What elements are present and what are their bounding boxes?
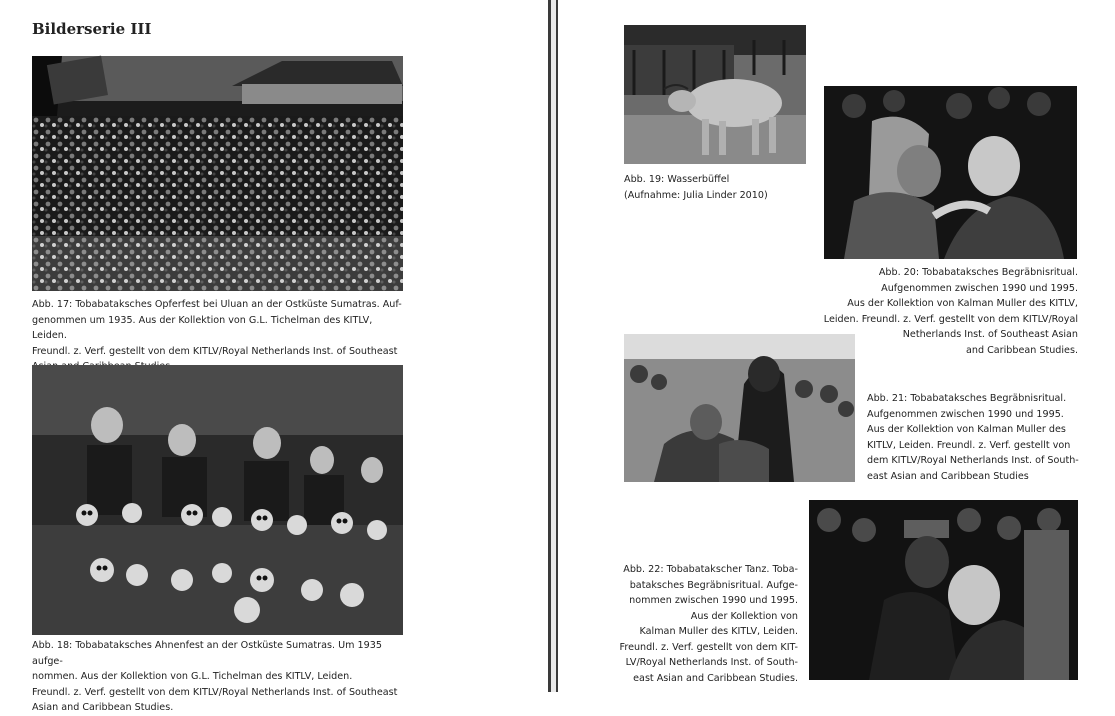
caption-fig18: Abb. 18: Tobabataksches Ahnenfest an der Ostküste Sumatras. Um 1935 aufge- nommen. Aus der Kollektion von G.L. Tichelman des KITLV, Leiden. Freundl. z. Verf. gestellt von dem KITLV/Royal Netherlands Inst. of Southeast Asian and Caribbean Studies. xyxy=(32,640,398,713)
photo-fig18-ancestral-feast xyxy=(32,365,403,635)
caption-fig17: Abb. 17: Tobabataksches Opferfest bei Uluan an der Ostküste Sumatras. Auf- genommen um 1935. Aus der Kollektion von G.L. Tichelman des KITLV, Leiden. Freundl. z. Verf. gestellt von dem KITLV/Royal Netherlands Inst. of Southeast xyxy=(32,299,402,357)
page-heading: Bilderserie III xyxy=(32,20,152,38)
photo-fig17-sacrificial-feast xyxy=(32,56,403,291)
left-page xyxy=(0,0,548,713)
photo-fig22-dance xyxy=(809,500,1078,680)
caption-fig19: Abb. 19: Wasserbüffel (Aufnahme: Julia Linder 2010) xyxy=(624,174,768,201)
right-page xyxy=(558,0,1115,692)
photo-fig21-funeral-ritual xyxy=(624,334,855,482)
caption-fig21: Abb. 21: Tobabataksches Begräbnisritual. Aufgenommen zwischen 1990 und 1995. Aus der Kollektion von Kalman Muller des KITLV, Leiden. Freundl. z. Verf. gestellt von dem KITLV/Royal Netherlands Inst. of South- east Asian and Caribbean Studies xyxy=(867,393,1079,482)
photo-fig19-water-buffalo xyxy=(624,25,806,164)
caption-fig20: Abb. 20: Tobabataksches Begräbnisritual. Aufgenommen zwischen 1990 und 1995. Aus der Kollektion von Kalman Muller des KITLV, Leiden. Freundl. z. Verf. gestellt von dem KITLV/Royal Netherlands Inst. of Southeast Asian and Caribbean Studies. xyxy=(823,267,1078,356)
photo-fig20-funeral-ritual xyxy=(824,86,1077,259)
caption-fig22: Abb. 22: Tobabatakscher Tanz. Toba- bataksches Begräbnisritual. Aufge- nommen zwischen 1990 und 1995. Aus der Kollektion von Kalman Muller des KITLV, Leiden. Freundl. z. Verf. gestellt von dem KIT- LV/Royal Netherlands Inst. of South- east Asian and Caribbean Studies. xyxy=(619,564,798,684)
